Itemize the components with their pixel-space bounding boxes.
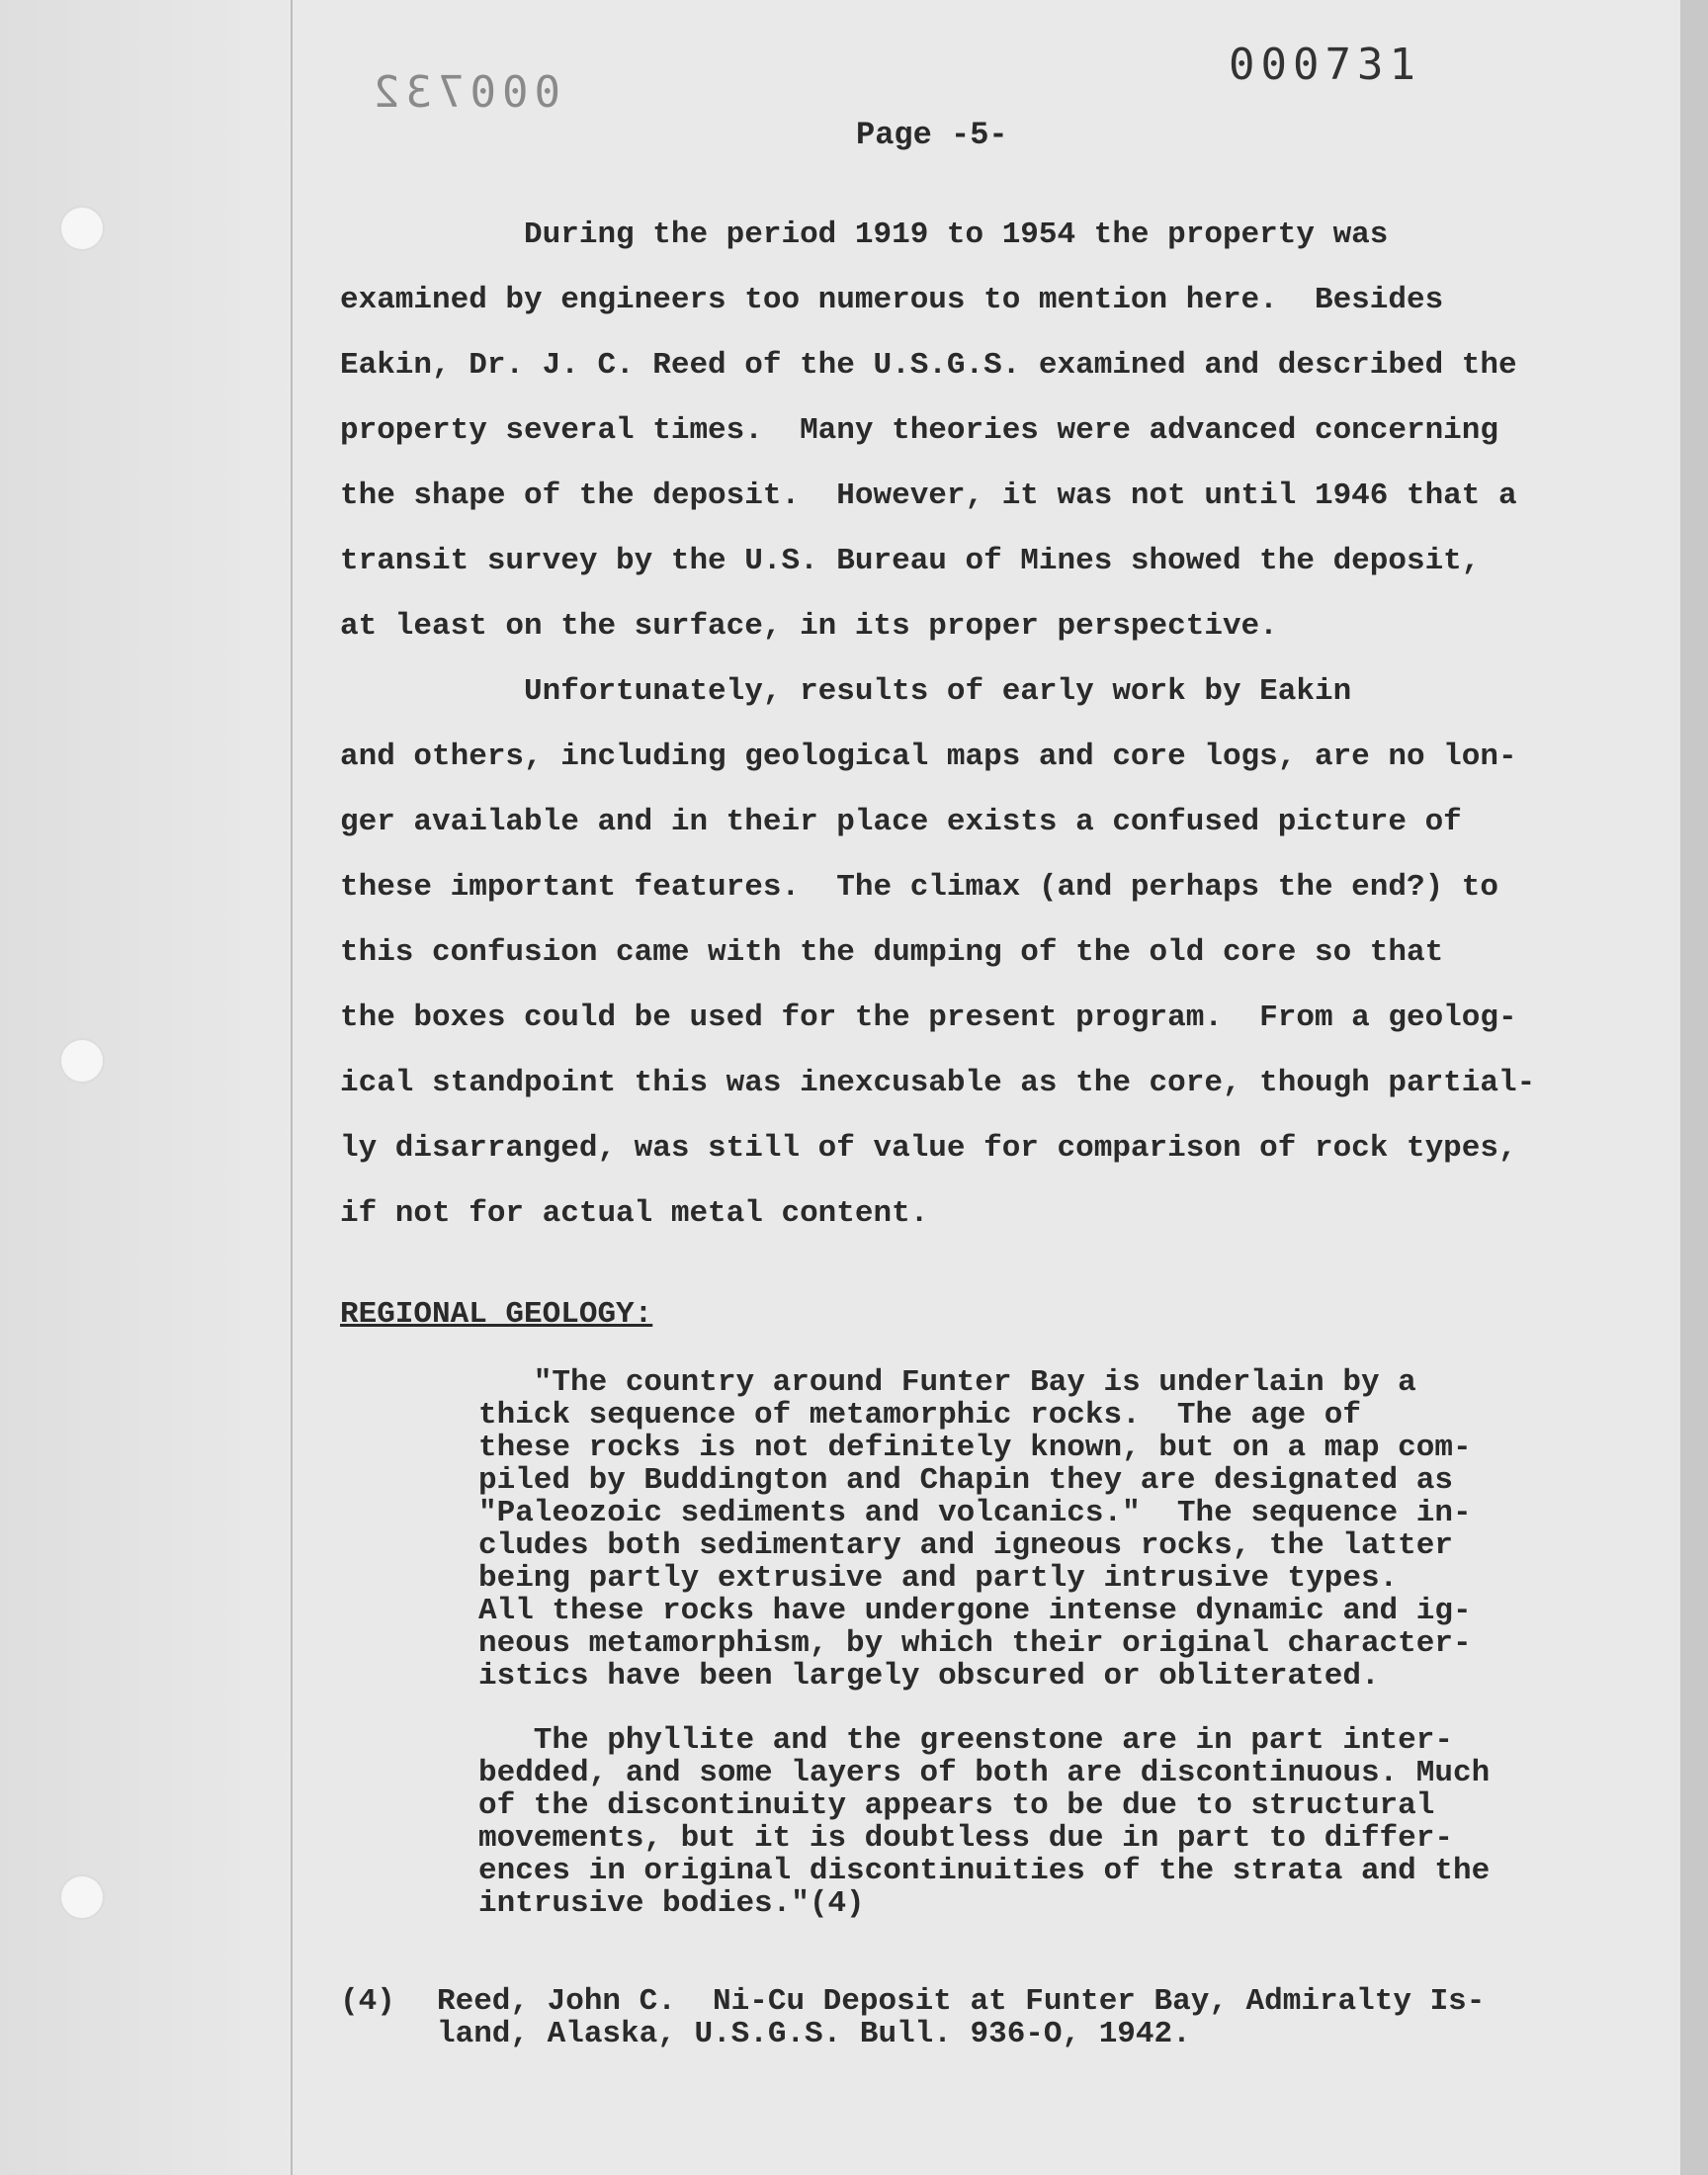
quote-line: movements, but it is doubtless due in part to differ- bbox=[478, 1821, 1453, 1856]
block-quote-first bbox=[478, 1366, 1645, 1693]
text-line: property several times. Many theories were advanced concerning bbox=[340, 413, 1498, 448]
document-number-stamp: 000731 bbox=[1229, 40, 1421, 90]
page-edge bbox=[1680, 0, 1708, 2175]
punch-hole-top bbox=[61, 208, 103, 249]
punch-hole-middle bbox=[61, 1040, 103, 1082]
quote-line: thick sequence of metamorphic rocks. The age of bbox=[478, 1398, 1361, 1433]
left-margin-shading bbox=[0, 0, 297, 2175]
quote-line: these rocks is not definitely known, but on a map com- bbox=[478, 1431, 1472, 1465]
page-number: Page -5- bbox=[856, 117, 1008, 153]
quote-line: All these rocks have undergone intense dynamic and ig- bbox=[478, 1594, 1472, 1628]
block-quote-second bbox=[478, 1724, 1645, 1920]
footnote-marker: (4) bbox=[340, 1984, 395, 2019]
text-line: these important features. The climax (and perhaps the end?) to bbox=[340, 870, 1498, 905]
quote-line: piled by Buddington and Chapin they are designated as bbox=[478, 1463, 1453, 1498]
margin-rule bbox=[291, 0, 293, 2175]
quote-line: neous metamorphism, by which their original character- bbox=[478, 1626, 1472, 1661]
text-line: this confusion came with the dumping of the old core so that bbox=[340, 935, 1444, 970]
text-line: transit survey by the U.S. Bureau of Mines showed the deposit, bbox=[340, 544, 1481, 578]
footnote-text bbox=[437, 1985, 1663, 2050]
punch-hole-bottom bbox=[61, 1876, 103, 1918]
section-heading: REGIONAL GEOLOGY: bbox=[340, 1297, 653, 1332]
quote-line: "Paleozoic sediments and volcanics." The sequence in- bbox=[478, 1496, 1472, 1530]
quote-line: being partly extrusive and partly intrusive types. bbox=[478, 1561, 1399, 1596]
paragraph-history bbox=[340, 203, 1625, 659]
text-line: ly disarranged, was still of value for comparison of rock types, bbox=[340, 1131, 1517, 1166]
paragraph-core-loss bbox=[340, 659, 1625, 1247]
text-line: the boxes could be used for the present program. From a geolog- bbox=[340, 1000, 1517, 1035]
text-line: During the period 1919 to 1954 the property was bbox=[340, 218, 1389, 252]
quote-line: istics have been largely obscured or obliterated. bbox=[478, 1659, 1380, 1694]
text-line: examined by engineers too numerous to mention here. Besides bbox=[340, 283, 1444, 317]
text-line: the shape of the deposit. However, it was not until 1946 that a bbox=[340, 478, 1517, 513]
text-line: ical standpoint this was inexcusable as the core, though partial- bbox=[340, 1066, 1536, 1100]
text-line: Unfortunately, results of early work by Eakin bbox=[340, 674, 1352, 709]
bleed-through-stamp: 000732 bbox=[368, 67, 560, 118]
quote-line: "The country around Funter Bay is underlain by a bbox=[478, 1365, 1416, 1400]
quote-line: of the discontinuity appears to be due to structural bbox=[478, 1788, 1435, 1823]
text-line: ger available and in their place exists a confused picture of bbox=[340, 805, 1462, 839]
footnote-line: Reed, John C. Ni-Cu Deposit at Funter Bay, Admiralty Is- bbox=[437, 1984, 1486, 2019]
quote-line: cludes both sedimentary and igneous rocks, the latter bbox=[478, 1528, 1453, 1563]
footnote-line: land, Alaska, U.S.G.S. Bull. 936-O, 1942. bbox=[437, 2017, 1191, 2051]
text-line: at least on the surface, in its proper perspective. bbox=[340, 609, 1278, 644]
text-line: if not for actual metal content. bbox=[340, 1196, 929, 1231]
text-line: Eakin, Dr. J. C. Reed of the U.S.G.S. examined and described the bbox=[340, 348, 1517, 383]
text-line: and others, including geological maps and core logs, are no lon- bbox=[340, 740, 1517, 774]
quote-line: ences in original discontinuities of the strata and the bbox=[478, 1854, 1491, 1888]
quote-line: bedded, and some layers of both are discontinuous. Much bbox=[478, 1756, 1491, 1790]
quote-line: The phyllite and the greenstone are in part inter- bbox=[478, 1723, 1453, 1758]
quote-line: intrusive bodies."(4) bbox=[478, 1886, 865, 1921]
